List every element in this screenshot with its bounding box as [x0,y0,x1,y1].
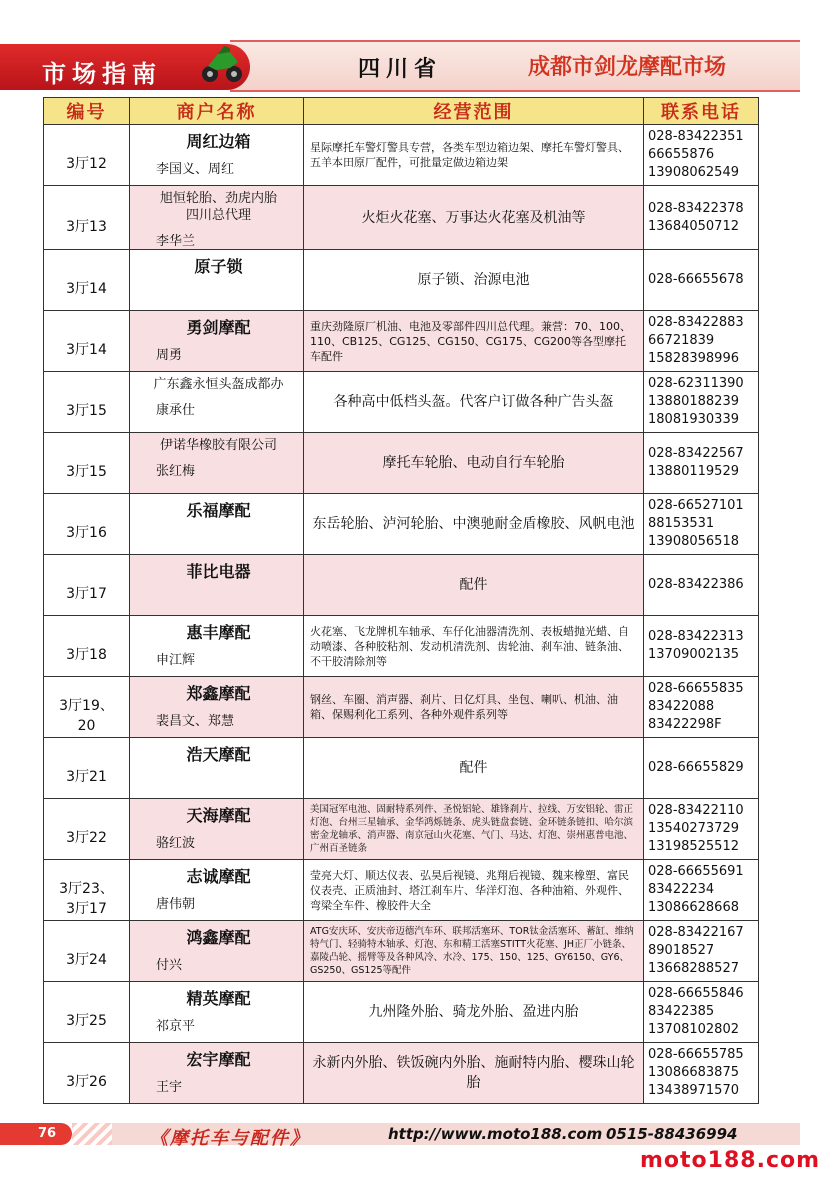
scope-cell [304,311,644,372]
phone-cell [644,677,759,738]
merchant-name: 精英摩配 [186,989,251,1008]
stall-number: 3厅25 [44,982,130,1043]
phone-number: 13880119529 [648,464,739,479]
merchant-name: 乐福摩配 [186,501,251,520]
stall-number: 3厅24 [44,921,130,982]
phone-number: 028-83422567 [648,446,744,461]
stall-number: 3厅12 [44,125,130,186]
table-row [44,799,759,860]
contact-person: 李华兰 [156,234,196,249]
market-title: 成都市剑龙摩配市场 [528,55,727,80]
merchant-name: 天海摩配 [186,806,251,825]
merchant-cell [130,372,304,433]
merchant-name: 菲比电器 [186,562,251,581]
table-row [44,921,759,982]
phone-number: 83422385 [648,1004,715,1019]
phone-number: 13684050712 [648,218,739,234]
business-scope: 东岳轮胎、泸河轮胎、中澳驰耐金盾橡胶、风帆电池 [312,516,635,532]
stall-number: 3厅13 [44,186,130,250]
stall-number: 3厅18 [44,616,130,677]
phone-number: 13540273729 [648,821,739,836]
phone-cell [644,616,759,677]
col-header-phone: 联系电话 [644,98,759,125]
contact-person: 李国义、周红 [156,162,235,177]
merchant-cell [130,125,304,186]
phone-number: 028-66655691 [648,864,744,879]
merchant-name: 旭恒轮胎、劲虎内胎 四川总代理 [159,191,277,223]
stall-number: 3厅15 [44,433,130,494]
contact-person: 王宇 [156,1080,183,1095]
phone-number: 13438971570 [648,1083,739,1098]
phone-cell [644,494,759,555]
phone-cell [644,982,759,1043]
scope-cell [304,738,644,799]
stall-number: 3厅17 [44,555,130,616]
footer-tel: 0515-88436994 [606,1125,738,1143]
scope-cell [304,494,644,555]
phone-number: 13880188239 [648,394,739,409]
contact-person: 唐伟朝 [156,897,196,912]
merchant-cell [130,677,304,738]
phone-cell [644,738,759,799]
scope-cell [304,921,644,982]
merchant-cell [130,1043,304,1104]
contact-person: 骆红波 [156,836,196,851]
merchant-cell [130,738,304,799]
scope-cell [304,982,644,1043]
phone-cell [644,250,759,311]
contact-person: 周勇 [156,348,183,363]
phone-cell [644,921,759,982]
table-row [44,1043,759,1104]
stall-number: 3厅15 [44,372,130,433]
scope-cell [304,677,644,738]
phone-number: 13198525512 [648,839,739,854]
scope-cell [304,616,644,677]
table-row [44,738,759,799]
merchant-table [43,97,759,1104]
table-row [44,555,759,616]
scope-cell [304,372,644,433]
scope-cell [304,555,644,616]
col-header-number: 编号 [44,98,130,125]
footer-url: http://www.moto188.com [388,1125,603,1143]
business-scope: 莹亮大灯、顺达仪表、弘昊后视镜、兆翔后视镜、魏来橡塑、富民仪表壳、正质油封、塔江刹车片、华洋灯泡、各种油箱、外观件、弯梁全车件、橡胶件大全 [310,868,629,912]
phone-number: 028-66655829 [648,760,744,775]
page-footer [0,1115,800,1151]
table-row [44,311,759,372]
merchant-name: 浩天摩配 [186,745,251,764]
phone-number: 028-83422378 [648,200,744,216]
business-scope: 星际摩托车警灯警具专营，各类车型边箱边架、摩托车警灯警具、五羊本田原厂配件，可批量定做边箱边架 [310,141,629,169]
merchant-cell [130,982,304,1043]
phone-number: 13086628668 [648,900,739,915]
contact-person: 申江辉 [156,653,196,668]
business-scope: 美国冠军电池、固耐特系列件、圣悦铝轮、雄锋刹片、拉线、万安铝轮、雷正灯泡、台州三星轴承、金华鸿烁链条、虎头链盘套链、金环链条链扣、哈尔滨密金龙轴承、消声器、南京冠山火花塞、气门、马达、灯泡、崇州惠普电池、广州百圣链条 [310,804,634,854]
scope-cell [304,799,644,860]
phone-number: 18081930339 [648,412,739,427]
stall-number: 3厅19、 20 [44,677,130,738]
page-header [0,40,800,92]
phone-number: 028-83422313 [648,629,744,644]
scope-cell [304,1043,644,1104]
province-title: 四川省 [358,56,443,82]
page-number: 76 [0,1123,72,1145]
phone-number: 89018527 [648,943,715,958]
phone-number: 028-66655785 [648,1047,744,1062]
merchant-name: 惠丰摩配 [186,623,251,642]
phone-cell [644,555,759,616]
phone-cell [644,799,759,860]
stall-number: 3厅14 [44,311,130,372]
phone-number: 66655876 [648,147,715,162]
business-scope: 重庆劲隆原厂机油、电池及零部件四川总代理。兼营：70、100、110、CB125、CG125、CG150、CG175、CG200等各型摩托车配件 [310,319,631,363]
phone-number: 028-83422110 [648,803,744,818]
business-scope: 永新内外胎、铁饭碗内外胎、施耐特内胎、樱珠山轮胎 [312,1055,635,1091]
table-row [44,616,759,677]
scope-cell [304,860,644,921]
contact-person: 张红梅 [156,464,196,479]
phone-cell [644,311,759,372]
footer-stripes [72,1123,112,1145]
phone-number: 13086683875 [648,1065,739,1080]
merchant-name: 勇剑摩配 [186,318,251,337]
stall-number: 3厅26 [44,1043,130,1104]
business-scope: 摩托车轮胎、电动自行车轮胎 [382,455,565,471]
contact-person: 裴昌文、郑慧 [156,714,235,729]
phone-number: 13708102802 [648,1022,739,1037]
business-scope: 九州隆外胎、骑龙外胎、盈进内胎 [368,1004,579,1020]
phone-cell [644,860,759,921]
phone-number: 66721839 [648,333,715,348]
merchant-cell [130,250,304,311]
business-scope: ATG安庆环、安庆帝迈德汽车环、联邦活塞环、TOR钛金活塞环、蓄缸、维纳特气门、轻骑特木轴承、灯泡、东和精工活塞STITT火花塞、JH正厂小链条、嘉陵凸轮、摇臂等及各种风冷、水冷、175、150、125、GY6150、GY6、GS250、GS125等配件 [310,926,634,976]
business-scope: 火炬火花塞、万事达火花塞及机油等 [361,209,586,226]
stall-number: 3厅16 [44,494,130,555]
phone-cell [644,1043,759,1104]
phone-number: 83422088 [648,699,715,714]
business-scope: 配件 [459,577,488,593]
merchant-name: 周红边箱 [186,132,251,151]
phone-number: 88153531 [648,516,715,531]
merchant-name: 伊诺华橡胶有限公司 [159,438,277,453]
col-header-merchant: 商户名称 [130,98,304,125]
table-header-row [44,98,759,125]
table-body [44,125,759,1104]
contact-person: 祁京平 [156,1019,196,1034]
motorcycle-icon [200,40,244,86]
merchant-cell [130,311,304,372]
phone-number: 15828398996 [648,351,739,366]
section-title: 市场指南 [42,59,162,88]
watermark: moto188.com [640,1148,820,1173]
merchant-name: 原子锁 [194,257,243,276]
phone-number: 13668288527 [648,961,739,976]
phone-number: 028-66527101 [648,498,744,513]
merchant-cell [130,433,304,494]
table-row [44,433,759,494]
business-scope: 配件 [459,760,488,776]
table-row [44,982,759,1043]
merchant-name: 郑鑫摩配 [186,684,251,703]
table-row [44,250,759,311]
business-scope: 火花塞、飞龙牌机车轴承、车仔化油器清洗剂、表板蜡抛光蜡、自动喷漆、各种胶粘剂、发动机清洗剂、齿轮油、刹车油、链条油、不干胶清除剂等 [310,624,629,668]
phone-number: 028-83422883 [648,315,744,330]
scope-cell [304,125,644,186]
phone-number: 028-66655678 [648,272,744,287]
phone-cell [644,433,759,494]
phone-number: 13908056518 [648,534,739,549]
business-scope: 钢丝、车圈、消声器、刹片、日亿灯具、坐包、喇叭、机油、油箱、保赐利化工系列、各种外观件系列等 [310,693,618,721]
table-row [44,125,759,186]
stall-number: 3厅23、 3厅17 [44,860,130,921]
scope-cell [304,433,644,494]
merchant-name: 宏宇摩配 [186,1050,251,1069]
phone-number: 028-83422386 [648,577,744,592]
merchant-name: 鸿鑫摩配 [186,928,251,947]
stall-number: 3厅14 [44,250,130,311]
merchant-cell [130,799,304,860]
merchant-cell [130,921,304,982]
table-row [44,860,759,921]
phone-number: 028-83422351 [648,129,744,144]
stall-number: 3厅21 [44,738,130,799]
stall-number: 3厅22 [44,799,130,860]
phone-number: 83422298F [648,717,722,732]
merchant-cell [130,555,304,616]
phone-number: 13709002135 [648,647,739,662]
merchant-name: 广东鑫永恒头盔成都办 [153,377,284,392]
phone-number: 83422234 [648,882,715,897]
table-row [44,494,759,555]
table-row [44,186,759,250]
contact-person: 付兴 [156,958,183,973]
scope-cell [304,250,644,311]
merchant-cell [130,860,304,921]
merchant-cell [130,616,304,677]
phone-number: 13908062549 [648,165,739,180]
business-scope: 原子锁、治源电池 [417,272,530,288]
merchant-cell [130,186,304,250]
phone-number: 028-62311390 [648,376,744,391]
business-scope: 各种高中低档头盔。代客户订做各种广告头盔 [333,394,614,410]
phone-cell [644,125,759,186]
phone-number: 028-66655846 [648,986,744,1001]
table-row [44,677,759,738]
magazine-title: 《摩托车与配件》 [150,1128,310,1149]
phone-number: 028-66655835 [648,681,744,696]
col-header-scope: 经营范围 [304,98,644,125]
merchant-name: 志诚摩配 [186,867,251,886]
phone-number: 028-83422167 [648,925,744,940]
phone-cell [644,186,759,250]
contact-person: 康承仕 [156,403,196,418]
merchant-cell [130,494,304,555]
table-row [44,372,759,433]
phone-cell [644,372,759,433]
scope-cell [304,186,644,250]
